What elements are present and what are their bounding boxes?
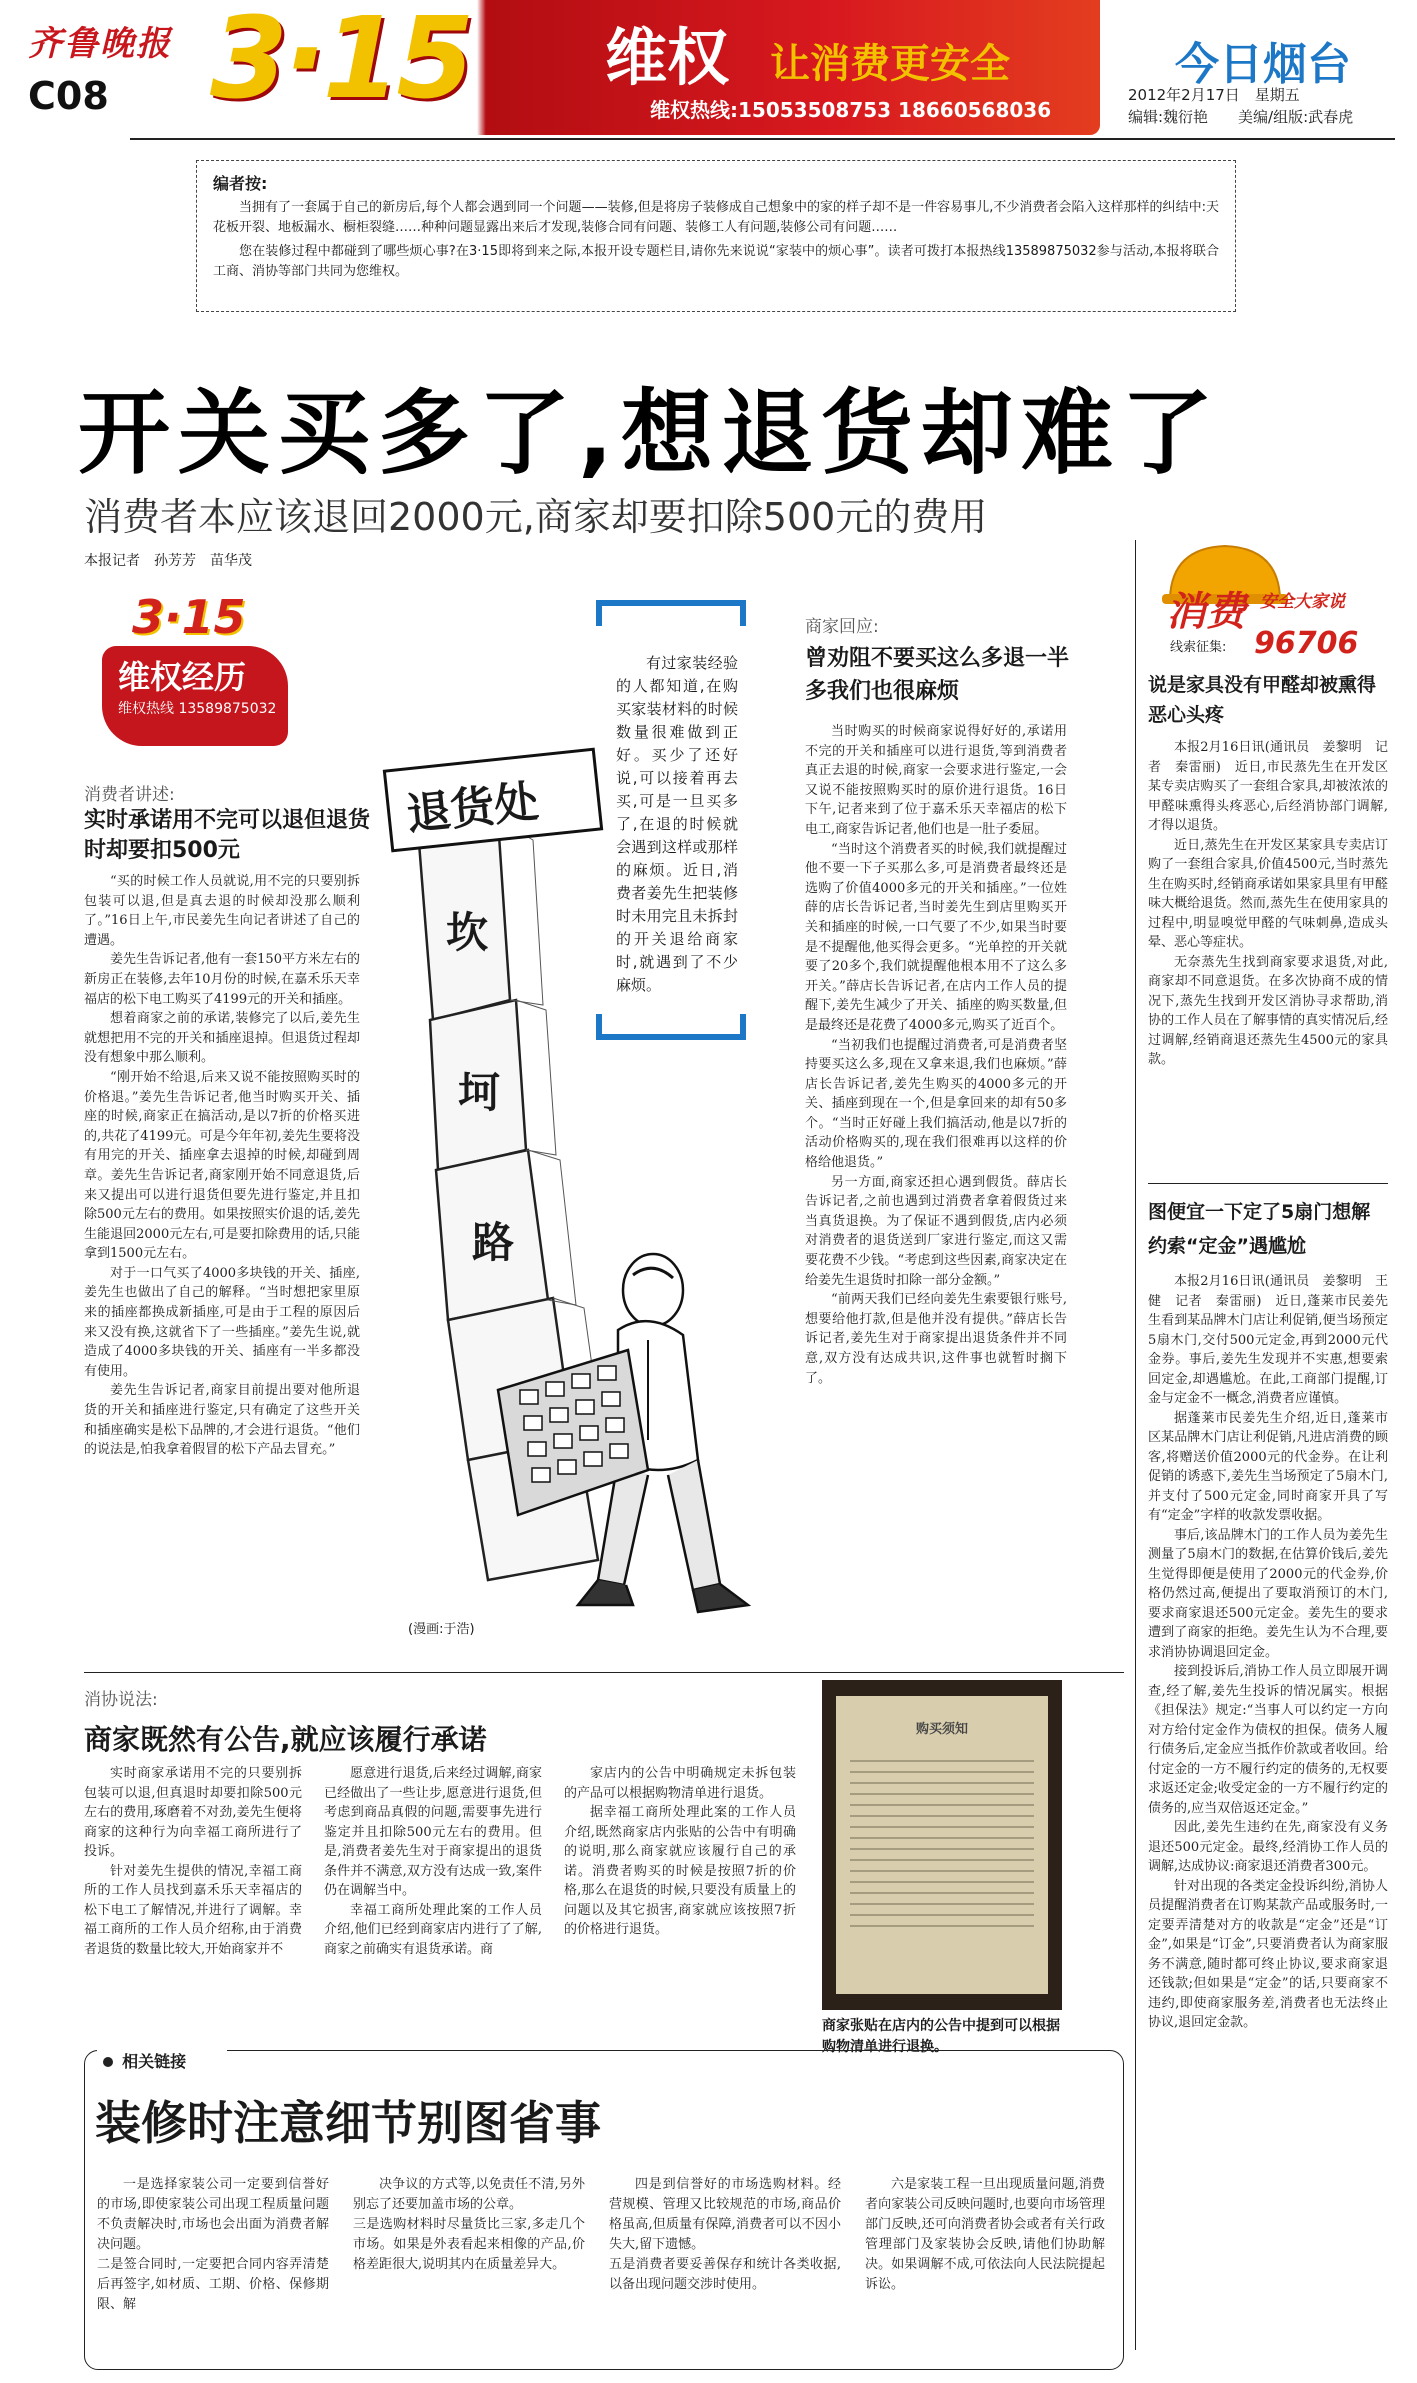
merchant-label: 商家回应:	[805, 617, 879, 637]
notice-caption: 商家张贴在店内的公告中提到可以根据购物清单进行退换。	[822, 2018, 1060, 2055]
sidebar-hotline-label: 线索征集:	[1170, 640, 1227, 655]
paragraph: 据幸福工商所处理此案的工作人员介绍,既然商家店内张贴的公告中有明确的说明,那么商家就应该履行自己的承诺。消费者购买的时候是按照7折的价格,那么在退货的时候,只要没有质量上的问题以及其它损害,商家就应该按照7折的价格进行退货。	[564, 1805, 796, 1937]
related-link-title: 装修时注意细节别图省事	[95, 2096, 601, 2150]
editor-note-paragraph: 您在装修过程中都碰到了哪些烦心事?在3·15即将到来之际,本报开设专题栏目,请你先来说说“家装中的烦心事”。读者可拨打本报热线13589875032参与活动,本报将联合工商、消协等部门共同为您维权。	[213, 244, 1219, 279]
issue-date: 2012年2月17日 星期五	[1128, 86, 1300, 104]
xiehui-column	[84, 1764, 302, 2054]
sidebar-logo-main: 消费	[1166, 589, 1246, 635]
xiehui-label: 消协说法:	[84, 1690, 158, 1710]
paragraph: 本报2月16日讯(通讯员 姜黎明 王健 记者 秦雷丽) 近日,蓬莱市民姜先生看到某品牌木门店让利促销,便当场预定5扇木门,交付500元定金,再到2000元代金券。事后,姜先生发现并不实惠,想要索回定金,却遇尴尬。在此,工商部门提醒,订金与定金不一概念,消费者应谨慎。	[1148, 1274, 1388, 1406]
merchant-headline: 曾劝阻不要买这么多退一半多我们也很麻烦	[805, 646, 1070, 704]
paragraph: 姜先生告诉记者,他有一套150平方米左右的新房正在装修,去年10月份的时候,在嘉禾乐天幸福店的松下电工购买了4199元的开关和插座。	[84, 952, 360, 1007]
related-link-box	[84, 2050, 1124, 2370]
sidebar-story2-body	[1148, 1272, 1388, 2367]
badge-number: 3·15	[132, 590, 246, 644]
consumer-body	[84, 872, 360, 1662]
cartoon-step-char: 路	[472, 1218, 515, 1267]
xiehui-column	[564, 1764, 796, 2054]
sidebar-divider	[1148, 1183, 1388, 1184]
notice-paper	[836, 1696, 1048, 1994]
notice-photo	[822, 1680, 1062, 2010]
editor-note-label: 编者按:	[213, 174, 268, 193]
paragraph: “当初我们也提醒过消费者,可是消费者坚持要买这么多,现在又拿来退,我们也麻烦。”薛店长告诉记者,姜先生购买的4000多元的开关、插座到现在一个,但是拿回来的却有50多个。“当时正好碰上我们搞活动,他是以7折的活动价格购买的,现在我们很难再以这样的价格给他退货。”	[805, 1037, 1067, 1171]
xiehui-column	[324, 1764, 542, 2054]
merchant-body	[805, 722, 1067, 1652]
paper-name: 齐鲁晚报	[28, 24, 172, 64]
xiehui-headline: 商家既然有公告,就应该履行承诺	[84, 1723, 487, 1756]
editor-note-paragraph: 当拥有了一套属于自己的新房后,每个人都会遇到同一个问题——装修,但是将房子装修成自己想象中的家的样子却不是一件容易事儿,不少消费者会陷入这样那样的纠结中:天花板开裂、地板漏水、橱柜裂缝……种种问题显露出来后才发现,装修合同有问题、装修工人有问题,装修公司有问题……	[213, 200, 1219, 235]
paragraph: “前两天我们已经向姜先生索要银行账号,想要给他打款,但是他并没有提供。”薛店长告诉记者,姜先生对于商家提出退货条件并不同意,双方没有达成共识,这件事也就暂时搁下了。	[805, 1292, 1067, 1386]
section-divider	[84, 1672, 1124, 1673]
paragraph: 事后,该品牌木门的工作人员为姜先生测量了5扇木门的数据,在估算价钱后,姜先生觉得即便是使用了2000元的代金券,价格仍然过高,便提出了要取消预订的木门,要求商家退还500元定金。姜先生的要求遭到了商家的拒绝。姜先生认为不合理,要求消协协调退回定金。	[1148, 1527, 1388, 1660]
header-divider	[130, 138, 1395, 140]
sub-headline: 消费者本应该退回2000元,商家却要扣除500元的费用	[84, 495, 988, 539]
consumer-label: 消费者讲述:	[84, 785, 175, 805]
quote-bracket-top	[596, 600, 746, 626]
paragraph: 对于一口气买了4000多块钱的开关、插座,姜先生也做出了自己的解释。“当时想把家里原来的插座都换成新插座,可是由于工程的原因后来又没有换,这就省下了一些插座。”姜先生说,就造成了4000多块钱的开关、插座有一半多都没有使用。	[84, 1265, 360, 1379]
related-link-tab	[97, 2049, 227, 2075]
paragraph: 无奈蒸先生找到商家要求退货,对此,商家却不同意退货。在多次协商不成的情况下,蒸先生找到开发区消协寻求帮助,消协的工作人员在了解事情的真实情况后,经过调解,经销商退还蒸先生4500元的家具款。	[1148, 954, 1388, 1067]
cartoon-step-char: 坎	[446, 908, 489, 957]
intro-quote-box	[596, 600, 746, 1040]
column-divider	[1135, 540, 1136, 2350]
paragraph: 本报2月16日讯(通讯员 姜黎明 记者 秦雷丽) 近日,市民蒸先生在开发区某专卖店购买了一套组合家具,却被浓浓的甲醛味熏得头疼恶心,后经消协部门调解,才得以退货。	[1148, 740, 1388, 833]
paragraph: 当时购买的时候商家说得好好的,承诺用不完的开关和插座可以进行退货,等到消费者真正去退的时候,商家一会要求进行鉴定,一会又说不能按照购买时的原价进行退货。16日下午,记者来到了位于嘉禾乐天幸福店的松下电工,商家告诉记者,他们也是一肚子委屈。	[805, 724, 1067, 837]
sidebar-logo-side: 安全大家说	[1260, 592, 1345, 612]
badge-title: 维权经历	[118, 658, 247, 696]
sidebar-hotline: 96706	[1254, 626, 1359, 661]
banner-number: 3·15	[210, 0, 471, 124]
related-link-label: 相关链接	[122, 2052, 187, 2071]
notice-text-lines	[850, 1751, 1034, 1931]
intro-quote-text: 有过家装经验的人都知道,在购买家装材料的时候数量很难做到正好。买少了还好说,可以接着再去买,可是一旦买多了,在退的时候就会遇到这样或那样的麻烦。近日,消费者姜先生把装修时未用完且未拆封的开关退给商家时,就遇到了不少麻烦。	[616, 652, 738, 997]
weiquan-badge	[100, 590, 290, 750]
header	[0, 0, 1417, 140]
related-link-bullet-icon	[103, 2057, 113, 2067]
cartoon-step-char: 坷	[458, 1068, 501, 1117]
paragraph: 姜先生告诉记者,商家目前提出要对他所退货的开关和插座进行鉴定,只有确定了这些开关和插座确实是松下品牌的,才会进行退货。“他们的说法是,怕我拿着假冒的松下产品去冒充。”	[84, 1383, 360, 1458]
consumer-headline: 实时承诺用不完可以退但退货时却要扣500元	[84, 808, 371, 863]
paragraph: 据蓬莱市民姜先生介绍,近日,蓬莱市区某品牌木门店让利促销,凡进店消费的顾客,将赠送价值2000元的代金券。在让利促销的诱惑下,姜先生当场预定了5扇木门,并支付了500元定金,同时商家开具了写有“定金”字样的收款发票收据。	[1148, 1410, 1388, 1523]
banner	[210, 0, 1100, 135]
editor-note-box	[196, 160, 1236, 312]
related-link-column: 四是到信誉好的市场选购材料。经营规模、管理又比较规范的市场,商品价格虽高,但质量有保障,消费者可以不因小失大,留下遗憾。 五是消费者要妥善保存和统计各类收据,以备出现问题交涉时使用。	[609, 2177, 841, 2292]
cartoon-sign-text: 退货处	[404, 776, 541, 841]
paragraph: “当时这个消费者买的时候,我们就提醒过他不要一下子买那么多,可是消费者最终还是选购了价值4000多元的开关和插座。”一位姓薛的店长告诉记者,当时姜先生到店里购买开关和插座的时候,一口气要了不少,如果当时要是不提醒他,他买得会更多。“光单控的开关就要了20多个,我们就提醒他根本用不了这么多开关。”薛店长告诉记者,在店内工作人员的提醒下,姜先生减少了开关、插座的购买数量,但是最终还是花费了4000多元,购买了近百个。	[805, 841, 1067, 1033]
related-link-column: 决争议的方式等,以免责任不清,另外别忘了还要加盖市场的公章。 三是选购材料时尽量货比三家,多走几个市场。如果是外表看起来相像的产品,价格差距很大,说明其内在质量差异大。	[353, 2177, 585, 2272]
paragraph: 实时商家承诺用不完的只要别拆包装可以退,但真退时却要扣除500元左右的费用,琢磨着不对劲,姜先生便将商家的这种行为向幸福工商所进行了投诉。	[84, 1766, 302, 1859]
banner-hotline: 维权热线:15053508753 18660568036	[650, 98, 1052, 122]
paragraph: 因此,姜先生违约在先,商家没有义务退还500元定金。最终,经消协工作人员的调解,达成协议:商家退还消费者300元。	[1148, 1820, 1388, 1874]
paragraph: 另一方面,商家还担心遇到假货。薛店长告诉记者,之前也遇到过消费者拿着假货过来当真货退换。为了保证不遇到假货,店内必须对消费者的退货送到厂家进行鉴定,而这又需要花费不少钱。“考虑到这些因素,商家决定在给姜先生退货时扣除一部分金额。”	[805, 1174, 1067, 1288]
paragraph: “买的时候工作人员就说,用不完的只要别拆包装可以退,但是真去退的时候却没那么顺利了。”16日上午,市民姜先生向记者讲述了自己的遭遇。	[84, 874, 360, 948]
paragraph: 家店内的公告中明确规定未拆包装的产品可以根据购物清单进行退货。	[564, 1766, 796, 1801]
related-link-column: 六是家装工程一旦出现质量问题,消费者向家装公司反映问题时,也要向市场管理部门反映,还可向消费者协会或者有关行政管理部门及家装协会反映,请他们协助解决。如果调解不成,可依法向人民法院提起诉讼。	[865, 2177, 1105, 2292]
sidebar-logo	[1150, 540, 1400, 665]
sidebar-story1-headline: 说是家具没有甲醛却被熏得恶心头疼	[1148, 674, 1377, 726]
notice-photo-title: 购买须知	[915, 1722, 968, 1737]
editor-credits: 编辑:魏衍艳 美编/组版:武春虎	[1128, 108, 1354, 126]
paragraph: “刚开始不给退,后来又说不能按照购买时的价格退。”姜先生告诉记者,他当时购买开关、插座的时候,商家正在搞活动,是以7折的价格买进的,共花了4199元。可是今年年初,姜先生要将没有用完的开关、插座拿去退掉的时候,却碰到周章。姜先生告诉记者,商家刚开始不同意退货,后来又提出可以进行退货但要先进行鉴定,并且扣除500元左右的费用。如果按照实价退的话,姜先生能退回2000元左右,可是要扣除费用的话,只能拿到1500元左右。	[84, 1069, 360, 1262]
quote-bracket-bottom	[596, 1014, 746, 1040]
badge-hotline: 维权热线 13589875032	[118, 701, 277, 717]
main-headline: 开关买多了,想退货却难了	[78, 380, 1221, 487]
related-link-column: 一是选择家装公司一定要到信誉好的市场,即使家装公司出现工程质量问题不负责解决时,市场也会出面为消费者解决问题。 二是签合同时,一定要把合同内容弄清楚后再签字,如材质、工期、价格、保修期限、解	[97, 2177, 329, 2312]
paragraph: 接到投诉后,消协工作人员立即展开调查,经了解,姜先生投诉的情况属实。根据《担保法》规定:“当事人可以约定一方向对方给付定金作为债权的担保。债务人履行债务后,定金应当抵作价款或者收回。给付定金的一方不履行约定的债务的,无权要求返还定金;收受定金的一方不履行约定的债务的,应当双倍返还定金。”	[1148, 1664, 1388, 1816]
page-number: C08	[28, 74, 109, 118]
section-title: 今日烟台	[1175, 39, 1351, 90]
byline: 本报记者 孙芳芳 苗华茂	[84, 553, 252, 569]
paragraph: 针对姜先生提供的情况,幸福工商所的工作人员找到嘉禾乐天幸福店的松下电工了解情况,并进行了调解。幸福工商所的工作人员介绍称,由于消费者退货的数量比较大,开始商家并不	[84, 1863, 302, 1957]
sidebar-story2-headline: 图便宜一下定了5扇门想解约索“定金”遇尴尬	[1148, 1201, 1371, 1257]
paragraph: 幸福工商所处理此案的工作人员介绍,他们已经到商家店内进行了了解,商家之前确实有退货承诺。商	[324, 1902, 542, 1957]
banner-slogan: 让消费更安全	[770, 41, 1010, 87]
paragraph: 愿意进行退货,后来经过调解,商家已经做出了一些让步,愿意进行退货,但考虑到商品真假的问题,需要事先进行鉴定并且扣除500元左右的费用。但是,消费者姜先生对于商家提出的退货条件并不满意,双方没有达成一致,案件仍在调解当中。	[324, 1766, 542, 1898]
banner-title: 维权	[605, 21, 730, 94]
paragraph: 针对出现的各类定金投诉纠纷,消协人员提醒消费者在订购某款产品或服务时,一定要弄清楚对方的收款是“定金”还是“订金”,如果是“订金”,只要消费者认为商家服务不满意,随时都可终止协议,要求商家退还钱款;但如果是“定金”的话,只要商家不违约,即使商家服务差,消费者也无法终止协议,退回定金款。	[1148, 1878, 1388, 2030]
paragraph: 想着商家之前的承诺,装修完了以后,姜先生就想把用不完的开关和插座退掉。但退货过程却没有想象中那么顺利。	[84, 1011, 360, 1066]
cartoon-credit: (漫画:于浩)	[408, 1622, 475, 1637]
sidebar-story1-body	[1148, 738, 1388, 1168]
paragraph: 近日,蒸先生在开发区某家具专卖店订购了一套组合家具,价值4500元,当时蒸先生在购买时,经销商承诺如果家具里有甲醛味大概给退货。然而,蒸先生在使用家具的过程中,明显嗅觉甲醛的气味刺鼻,造成头晕、恶心等症状。	[1148, 837, 1388, 950]
